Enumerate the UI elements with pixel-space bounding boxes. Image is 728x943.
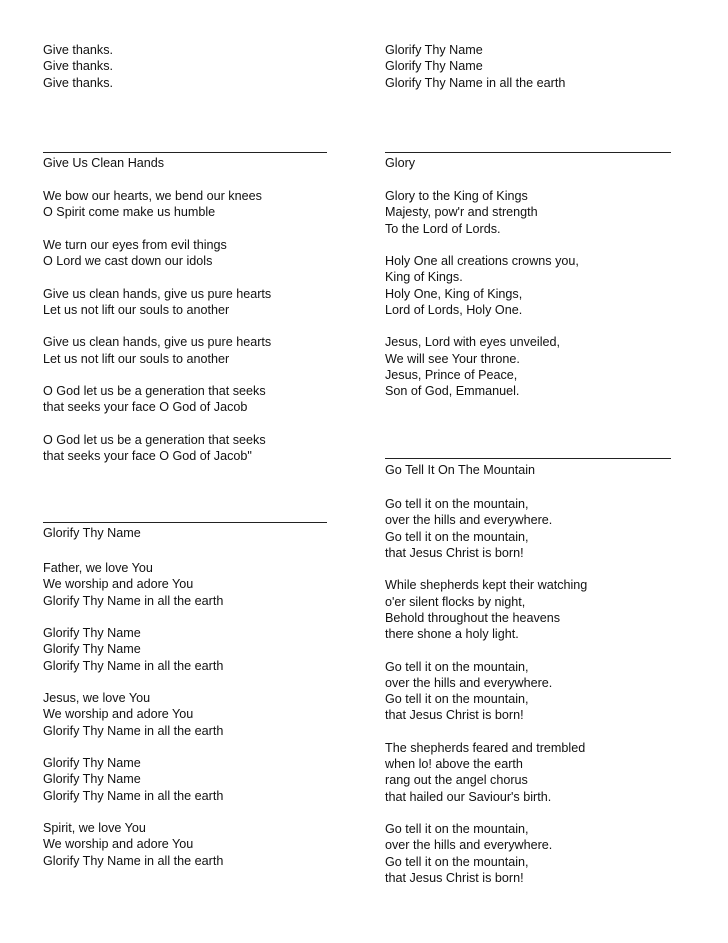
lyric-line: over the hills and everywhere. (385, 513, 553, 528)
lyric-line: To the Lord of Lords. (385, 221, 501, 236)
lyric-line: Majesty, pow'r and strength (385, 205, 538, 220)
lyric-line: Let us not lift our souls to another (43, 302, 230, 317)
lyric-line: Give us clean hands, give us pure hearts (43, 335, 272, 350)
lyric-line: Son of God, Emmanuel. (385, 384, 520, 398)
lyric-line: O Spirit come make us humble (43, 205, 216, 220)
lyric-line: We turn our eyes from evil things (43, 237, 227, 252)
lyric-line: The shepherds feared and trembled (385, 740, 586, 755)
lyric-line: We worship and adore You (43, 837, 194, 852)
lyric-line: Give thanks. (43, 43, 113, 57)
lyric-line: Glorify Thy Name (385, 59, 483, 74)
lyric-line: when lo! above the earth (385, 757, 523, 771)
lyric-line: that Jesus Christ is born! (385, 708, 524, 723)
lyric-line: there shone a holy light. (385, 627, 519, 641)
lyric-line: Glorify Thy Name in all the earth (43, 853, 224, 868)
lyric-line: Go tell it on the mountain, (385, 529, 529, 544)
song-title: Glorify Thy Name (43, 526, 141, 540)
lyric-line: that Jesus Christ is born! (385, 545, 524, 560)
lyric-line: Jesus, Prince of Peace, (385, 367, 518, 382)
lyric-line: Holy One, King of Kings, (385, 286, 523, 301)
lyric-line: Glorify Thy Name (43, 756, 141, 770)
lyric-line: Glorify Thy Name in all the earth (43, 658, 224, 673)
lyric-line: We worship and adore You (43, 707, 194, 722)
lyric-line: over the hills and everywhere. (385, 675, 553, 690)
lyric-line: O God let us be a generation that seeks (43, 384, 266, 398)
section-divider (43, 152, 327, 153)
song-title: Glory (385, 156, 416, 170)
lyric-line: We will see Your throne. (385, 351, 520, 366)
lyric-line: Father, we love You (43, 561, 153, 575)
lyric-line: O Lord we cast down our idols (43, 254, 213, 268)
lyric-line: Lord of Lords, Holy One. (385, 302, 523, 317)
section-divider (385, 458, 671, 459)
lyric-line: Go tell it on the mountain, (385, 692, 529, 706)
lyric-line: We worship and adore You (43, 577, 194, 592)
lyric-line: Let us not lift our souls to another (43, 351, 230, 366)
lyric-line: Glorify Thy Name (43, 642, 141, 657)
lyric-line: rang out the angel chorus (385, 773, 528, 788)
lyric-line: Go tell it on the mountain, (385, 659, 529, 674)
lyric-line: Holy One all creations crowns you, (385, 254, 579, 268)
lyric-line: Give us clean hands, give us pure hearts (43, 286, 272, 301)
lyric-line: Jesus, we love You (43, 691, 151, 705)
lyric-line: Give thanks. (43, 59, 113, 74)
lyric-line: Glorify Thy Name in all the earth (43, 723, 224, 738)
lyric-line: O God let us be a generation that seeks (43, 432, 266, 447)
lyric-line: Go tell it on the mountain, (385, 497, 529, 511)
lyric-line: that hailed our Saviour's birth. (385, 789, 552, 804)
lyric-line: Behold throughout the heavens (385, 610, 561, 625)
lyric-line: that Jesus Christ is born! (385, 870, 524, 885)
lyric-line: Go tell it on the mountain, (385, 854, 529, 869)
lyric-line: Glorify Thy Name (43, 626, 141, 640)
lyric-line: Jesus, Lord with eyes unveiled, (385, 335, 561, 350)
section-divider (385, 152, 671, 153)
lyric-line: Glorify Thy Name in all the earth (43, 593, 224, 608)
lyric-line: Glorify Thy Name in all the earth (385, 75, 566, 90)
lyric-line: Glorify Thy Name (385, 43, 483, 57)
lyric-line: Glorify Thy Name in all the earth (43, 788, 224, 803)
song-title: Give Us Clean Hands (43, 156, 165, 170)
lyric-line: over the hills and everywhere. (385, 838, 553, 853)
lyric-line: o'er silent flocks by night, (385, 594, 526, 609)
lyric-line: We bow our hearts, we bend our knees (43, 189, 262, 203)
lyric-line: Go tell it on the mountain, (385, 822, 529, 836)
lyric-line: King of Kings. (385, 270, 463, 285)
lyric-line: Spirit, we love You (43, 821, 146, 835)
lyric-line: that seeks your face O God of Jacob" (43, 449, 252, 463)
lyric-line: Glory to the King of Kings (385, 189, 528, 203)
lyric-line: that seeks your face O God of Jacob (43, 400, 248, 415)
lyric-line: Give thanks. (43, 75, 113, 90)
lyric-line: While shepherds kept their watching (385, 578, 588, 593)
section-divider (43, 522, 327, 523)
song-title: Go Tell It On The Mountain (385, 463, 536, 477)
lyric-line: Glorify Thy Name (43, 772, 141, 787)
